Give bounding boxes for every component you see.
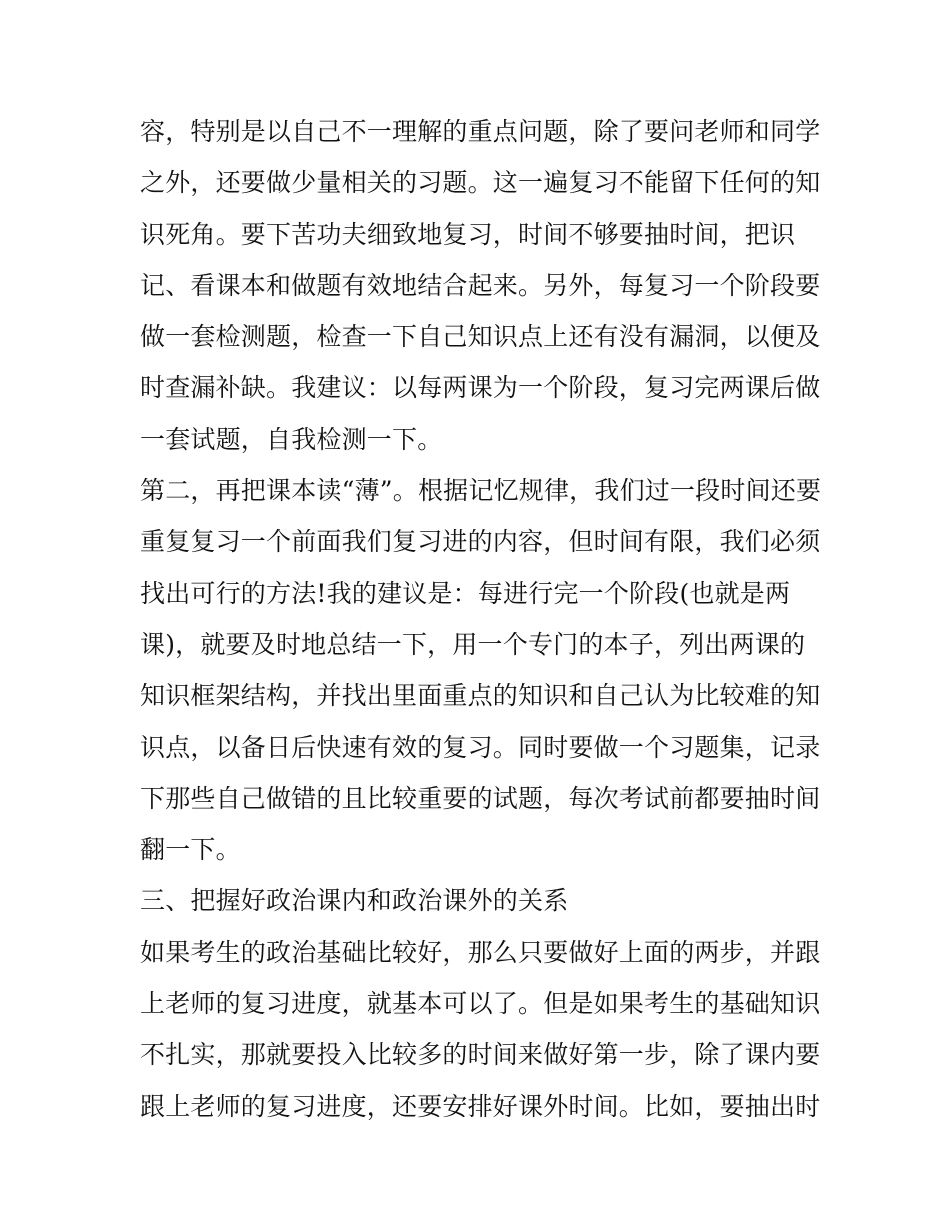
text-line: 一套试题，自我检测一下。 xyxy=(140,424,443,454)
text-line: 做一套检测题，检查一下自己知识点上还有没有漏洞，以便及 xyxy=(140,322,821,352)
text-line: 如果考生的政治基础比较好，那么只要做好上面的两步，并跟 xyxy=(140,937,821,967)
text-line: 找出可行的方法!我的建议是：每进行完一个阶段(也就是两 xyxy=(140,578,791,608)
text-line: 识点，以备日后快速有效的复习。同时要做一个习题集，记录 xyxy=(140,732,821,762)
text-line: 跟上老师的复习进度，还要安排好课外时间。比如，要抽出时 xyxy=(140,1091,821,1121)
text-line: 第二，再把课本读“薄”。根据记忆规律，我们过一段时间还要 xyxy=(140,476,822,506)
text-line: 之外，还要做少量相关的习题。这一遍复习不能留下任何的知 xyxy=(140,168,821,198)
document-body xyxy=(140,106,830,1132)
text-line: 重复复习一个前面我们复习进的内容，但时间有限，我们必须 xyxy=(140,527,821,557)
text-line: 容，特别是以自己不一理解的重点问题，除了要问老师和同学 xyxy=(140,117,821,146)
section-heading: 三、把握好政治课内和政治课外的关系 xyxy=(140,886,569,916)
text-line: 识死角。要下苦功夫细致地复习，时间不够要抽时间，把识 xyxy=(140,219,796,249)
text-line: 记、看课本和做题有效地结合起来。另外，每复习一个阶段要 xyxy=(140,270,821,300)
text-line: 课)，就要及时地总结一下，用一个专门的本子，列出两课的 xyxy=(140,629,806,659)
text-line: 上老师的复习进度，就基本可以了。但是如果考生的基础知识 xyxy=(140,989,821,1019)
text-line: 知识框架结构，并找出里面重点的知识和自己认为比较难的知 xyxy=(140,681,821,711)
text-line: 不扎实，那就要投入比较多的时间来做好第一步，除了课内要 xyxy=(140,1040,821,1070)
text-line: 下那些自己做错的且比较重要的试题，每次考试前都要抽时间 xyxy=(140,783,821,813)
text-line: 翻一下。 xyxy=(140,835,241,865)
text-line: 时查漏补缺。我建议：以每两课为一个阶段，复习完两课后做 xyxy=(140,373,821,403)
